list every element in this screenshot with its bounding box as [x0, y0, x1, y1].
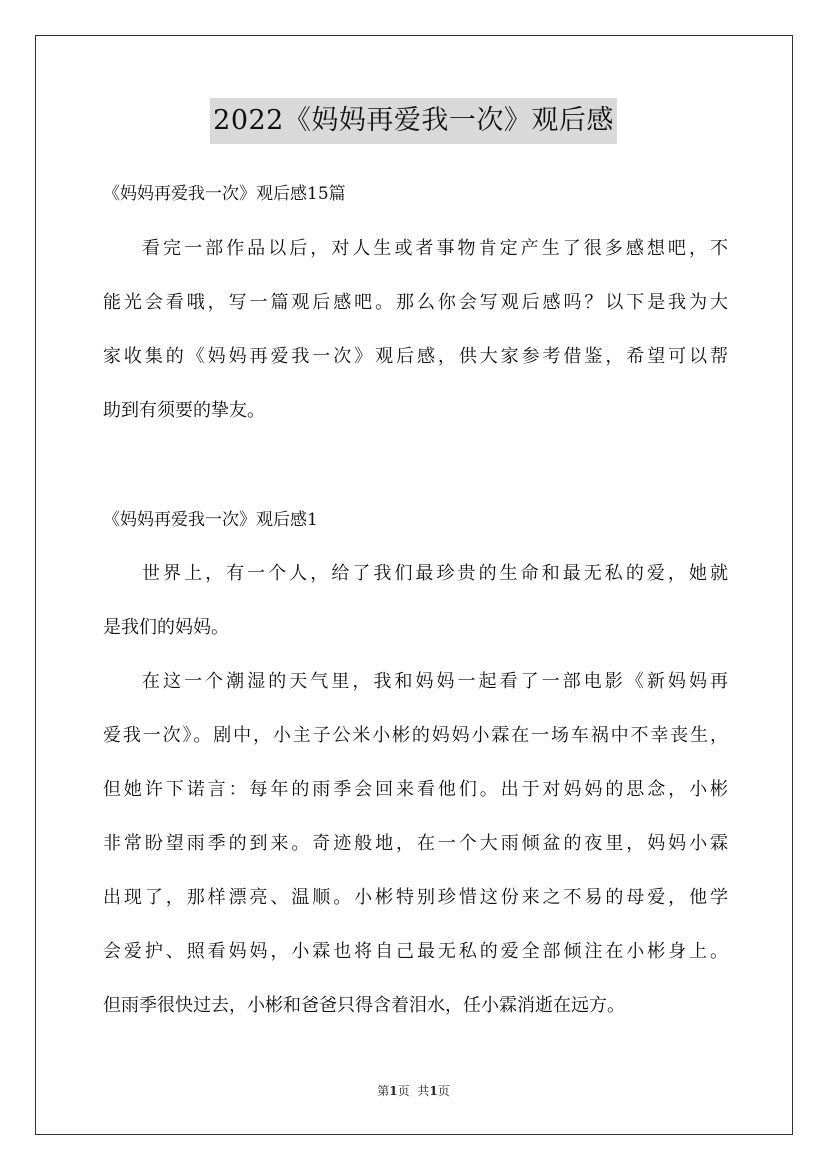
paragraph-line: 会爱护、照看妈妈，小霖也将自己最无私的爱全部倾注在小彬身上。	[103, 941, 728, 962]
section-heading: 《妈妈再爱我一次》观后感1	[103, 510, 318, 530]
title-container	[0, 98, 827, 144]
paragraph-line: 爱我一次》。剧中，小主子公米小彬的妈妈小霖在一场车祸中不幸丧生，	[103, 725, 728, 746]
paragraph-line: 是我们的妈妈。	[103, 617, 229, 638]
total-prefix: 共	[417, 1084, 430, 1098]
paragraph-line: 世界上，有一个人，给了我们最珍贵的生命和最无私的爱，她就	[142, 563, 728, 584]
paragraph-line: 非常盼望雨季的到来。奇迹般地，在一个大雨倾盆的夜里，妈妈小霖	[103, 833, 728, 854]
paragraph-line: 但雨季很快过去，小彬和爸爸只得含着泪水，任小霖消逝在远方。	[103, 995, 625, 1016]
total-suffix: 页	[437, 1084, 450, 1098]
intro-line: 家收集的《妈妈再爱我一次》观后感，供大家参考借鉴，希望可以帮	[103, 346, 728, 367]
document-title: 2022《妈妈再爱我一次》观后感	[210, 98, 617, 144]
page-number: 1	[389, 1084, 398, 1098]
page-suffix: 页	[397, 1084, 410, 1098]
intro-line: 看完一部作品以后，对人生或者事物肯定产生了很多感想吧，不	[142, 238, 728, 259]
intro-line: 能光会看哦，写一篇观后感吧。那么你会写观后感吗？以下是我为大	[103, 292, 728, 313]
page-prefix: 第	[377, 1084, 390, 1098]
paragraph-line: 但她许下诺言：每年的雨季会回来看他们。出于对妈妈的思念，小彬	[103, 779, 728, 800]
paragraph-line: 在这一个潮湿的天气里，我和妈妈一起看了一部电影《新妈妈再	[142, 671, 728, 692]
intro-line: 助到有须要的挚友。	[103, 400, 265, 421]
total-number: 1	[429, 1084, 438, 1098]
page-footer	[0, 1082, 827, 1099]
document-subtitle: 《妈妈再爱我一次》观后感15篇	[103, 184, 346, 204]
paragraph-line: 出现了，那样漂亮、温顺。小彬特别珍惜这份来之不易的母爱，他学	[103, 887, 728, 908]
